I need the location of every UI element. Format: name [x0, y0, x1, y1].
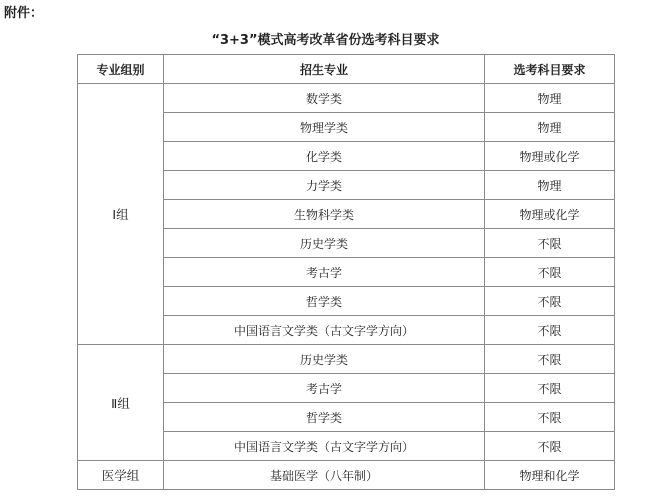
major-cell: 历史学类 — [164, 229, 485, 258]
major-cell: 中国语言文学类（古文字学方向） — [164, 316, 485, 345]
table-row — [78, 461, 615, 490]
header-major: 招生专业 — [164, 55, 485, 84]
table-row — [78, 345, 615, 374]
requirement-cell: 物理 — [485, 84, 615, 113]
major-cell: 历史学类 — [164, 345, 485, 374]
major-cell: 化学类 — [164, 142, 485, 171]
requirement-cell: 物理或化学 — [485, 200, 615, 229]
header-group: 专业组别 — [78, 55, 164, 84]
header-requirement: 选考科目要求 — [485, 55, 615, 84]
table-body — [78, 84, 615, 490]
major-cell: 哲学类 — [164, 287, 485, 316]
requirement-cell: 不限 — [485, 316, 615, 345]
requirement-cell: 不限 — [485, 374, 615, 403]
group-cell: Ⅱ组 — [78, 345, 164, 461]
requirement-cell: 物理 — [485, 171, 615, 200]
subject-requirements-table — [77, 54, 615, 490]
requirement-cell: 不限 — [485, 345, 615, 374]
major-cell: 力学类 — [164, 171, 485, 200]
table-row — [78, 84, 615, 113]
major-cell: 考古学 — [164, 258, 485, 287]
major-cell: 中国语言文学类（古文字学方向） — [164, 432, 485, 461]
major-cell: 哲学类 — [164, 403, 485, 432]
table-header-row — [78, 55, 615, 84]
major-cell: 数学类 — [164, 84, 485, 113]
attachment-label: 附件： — [4, 6, 44, 21]
major-cell: 生物科学类 — [164, 200, 485, 229]
requirement-cell: 不限 — [485, 403, 615, 432]
requirement-cell: 不限 — [485, 432, 615, 461]
requirement-cell: 物理和化学 — [485, 461, 615, 490]
group-cell: Ⅰ组 — [78, 84, 164, 345]
requirement-cell: 物理 — [485, 113, 615, 142]
group-cell: 医学组 — [78, 461, 164, 490]
requirement-cell: 不限 — [485, 229, 615, 258]
major-cell: 考古学 — [164, 374, 485, 403]
requirement-cell: 不限 — [485, 287, 615, 316]
requirement-cell: 物理或化学 — [485, 142, 615, 171]
requirement-cell: 不限 — [485, 258, 615, 287]
document-title: “3+3”模式高考改革省份选考科目要求 — [211, 33, 440, 48]
major-cell: 基础医学（八年制） — [164, 461, 485, 490]
major-cell: 物理学类 — [164, 113, 485, 142]
